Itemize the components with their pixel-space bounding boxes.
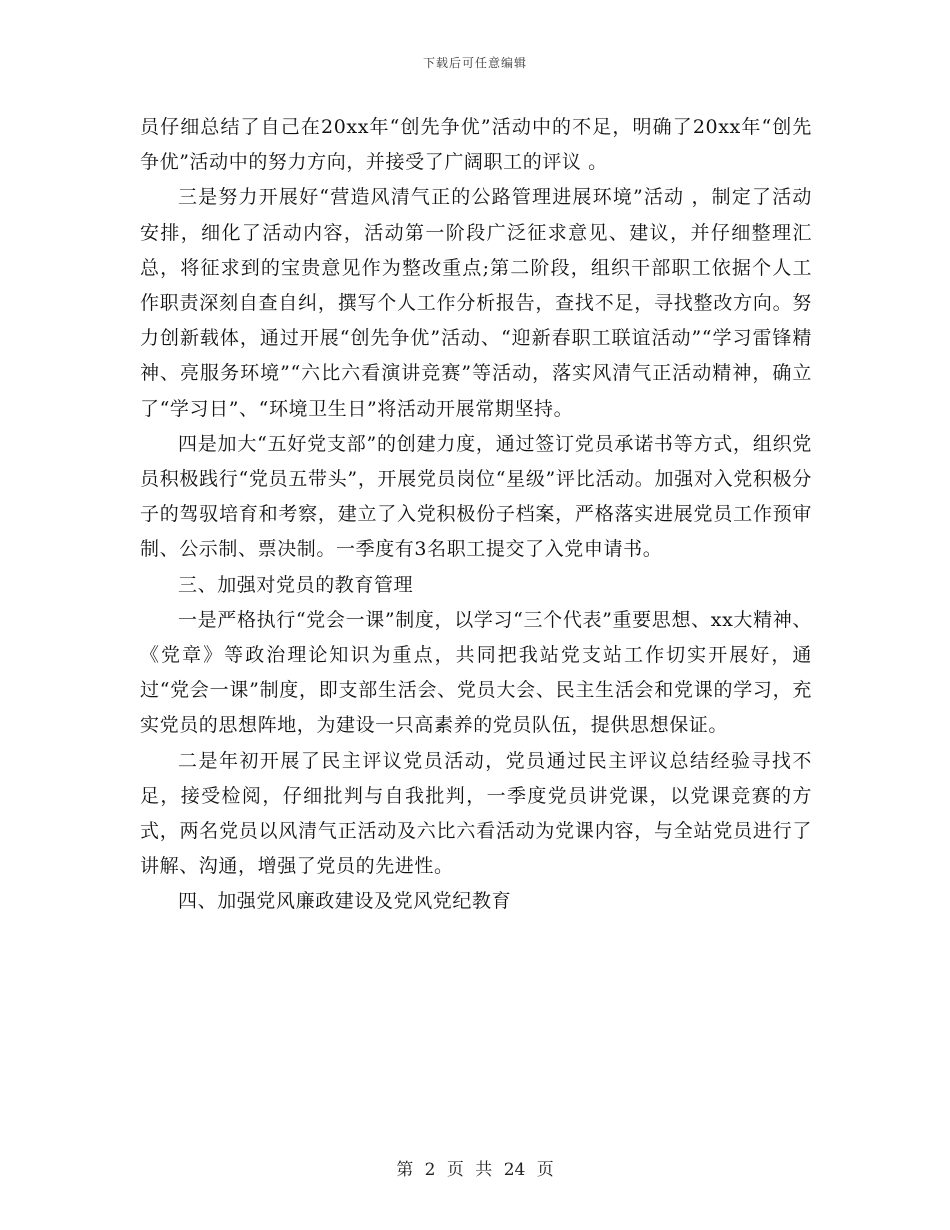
page-header: 下载后可任意编辑 bbox=[422, 56, 527, 70]
document-body bbox=[140, 110, 812, 920]
page-number: 第 2 页 共 24 页 bbox=[396, 1160, 554, 1180]
section-heading-three: 三、加强对党员的教育管理 bbox=[178, 573, 414, 596]
paragraph-item-three: 三是努力开展好“营造风清气正的公路管理进展环境”活动 ，制定了活动安排，细化了活动内容，活动第一阶段广泛征求意见、建议，并仔细整理汇总，将征求到的宝贵意见作为整改重点;第二阶段，组织干部职工依据个人工作职责深刻自查自纠，撰写个人工作分析报告，查找不足，寻找整改方向。努力创新载体，通过开展“创先争优”活动、“迎新春职工联谊活动”“学习雷锋精神、亮服务环境”“六比六看演讲竞赛”等活动，落实风清气正活动精神，确立了“学习日”、“环境卫生日”将活动开展常期坚持。 bbox=[140, 186, 812, 420]
paragraph-item-four: 四是加大“五好党支部”的创建力度，通过签订党员承诺书等方式，组织党员积极践行“党员五带头”，开展党员岗位“星级”评比活动。加强对入党积极分子的驾驭培育和考察，建立了入党积极份子档案，严格落实进展党员工作预审制、公示制、票决制。一季度有3名职工提交了入党申请书。 bbox=[140, 432, 812, 561]
paragraph-item-one: 一是严格执行“党会一课”制度，以学习“三个代表”重要思想、xx大精神、《党章》等政治理论知识为重点，共同把我站党支站工作切实开展好，通过“党会一课”制度，即支部生活会、党员大会、民主生活会和党课的学习，充实党员的思想阵地，为建设一只高素养的党员队伍，提供思想保证。 bbox=[140, 608, 812, 737]
paragraph-continuation: 员仔细总结了自己在20xx年“创先争优”活动中的不足，明确了20xx年“创先争优”活动中的努力方向，并接受了广阔职工的评议 。 bbox=[140, 116, 812, 174]
paragraph-item-two: 二是年初开展了民主评议党员活动，党员通过民主评议总结经验寻找不足，接受检阅，仔细批判与自我批判，一季度党员讲党课，以党课竞赛的方式，两名党员以风清气正活动及六比六看活动为党课内容，与全站党员进行了讲解、沟通，增强了党员的先进性。 bbox=[140, 749, 812, 878]
section-heading-four: 四、加强党风廉政建设及党风党纪教育 bbox=[178, 890, 512, 913]
